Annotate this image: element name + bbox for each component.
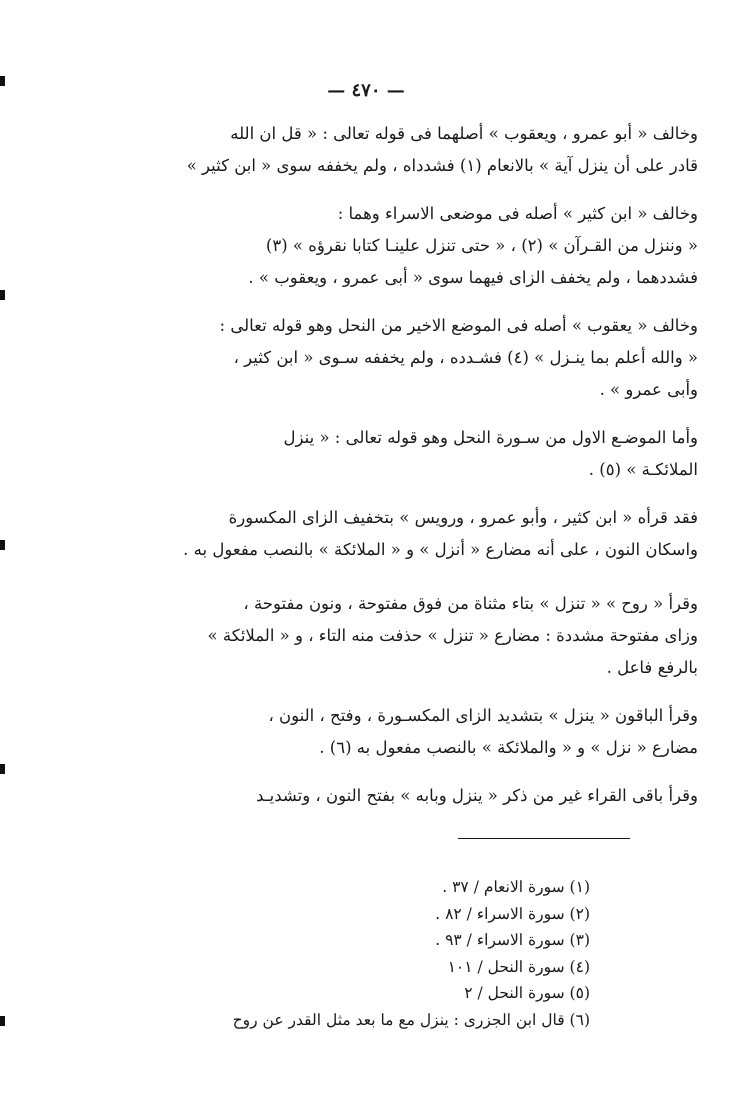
page-number: — ٤٧٠ — [327, 80, 405, 101]
paragraph [86, 700, 698, 764]
text-line: الملائكـة » (٥) . [588, 460, 698, 479]
footnote: (٣) سورة الاسراء / ٩٣ . [435, 931, 590, 949]
text-line: وقرأ « روح » « تنزل » بتاء مثناة من فوق مفتوحة ، ونون مفتوحة ، [243, 594, 698, 613]
text-line: وقرأ باقى القراء غير من ذكر « ينزل وبابه » بفتح النون ، وتشديـد [256, 786, 698, 805]
text-line: وقرأ الباقون « ينزل » بتشديد الزاى المكسـورة ، وفتح ، النون ، [268, 706, 698, 725]
footnote: (٥) سورة النحل / ٢ [464, 984, 590, 1002]
text-line: وخالف « ابن كثير » أصله فى موضعى الاسراء وهما : [337, 204, 698, 223]
text-line: « وننزل من القـرآن » (٢) ، « حتى تنزل علينـا كتابا نقرؤه » (٣) [265, 236, 698, 255]
text-line: مضارع « نزل » و « والملائكة » بالنصب مفعول به (٦) . [319, 738, 698, 757]
paragraph [86, 780, 698, 812]
text-line: وأما الموضـع الاول من سـورة النحل وهو قوله تعالى : « ينزل [283, 428, 698, 447]
paragraph [86, 588, 698, 684]
paragraph [86, 502, 698, 566]
text-line: فشددهما ، ولم يخفف الزاى فيهما سوى « أبى عمرو ، ويعقوب » . [248, 268, 698, 287]
body-text [86, 118, 698, 828]
text-line: واسكان النون ، على أنه مضارع « أنزل » و « الملائكة » بالنصب مفعول به . [183, 540, 698, 559]
footnotes [110, 874, 590, 1033]
footnote: (١) سورة الانعام / ٣٧ . [442, 878, 590, 896]
text-line: وزاى مفتوحة مشددة : مضارع « تنزل » حذفت منه التاء ، و « الملائكة » [207, 626, 698, 645]
text-line: « والله أعلم بما ينـزل » (٤) فشـدده ، ولم يخففه سـوى « ابن كثير ، [233, 348, 698, 367]
paragraph [86, 310, 698, 406]
text-line: قادر على أن ينزل آية » بالانعام (١) فشدداه ، ولم يخففه سوى « ابن كثير » [186, 156, 698, 175]
footnote-separator [458, 838, 630, 839]
text-line: فقد قرأه « ابن كثير ، وأبو عمرو ، ورويس » بتخفيف الزاى المكسورة [228, 508, 698, 527]
scan-margin-mark [0, 764, 5, 774]
footnote: (٤) سورة النحل / ١٠١ [447, 957, 590, 976]
text-line: وخالف « يعقوب » أصله فى الموضع الاخير من النحل وهو قوله تعالى : [219, 316, 698, 335]
paragraph [86, 422, 698, 486]
scan-margin-mark [0, 1016, 5, 1026]
text-line: وأبى عمرو » . [599, 380, 698, 399]
text-line: وخالف « أبو عمرو ، ويعقوب » أصلهما فى قوله تعالى : « قل ان الله [230, 124, 698, 143]
scan-margin-mark [0, 540, 5, 550]
footnote: (٦) قال ابن الجزرى : ينزل مع ما بعد مثل القدر عن روح [232, 1010, 590, 1029]
text-line: بالرفع فاعل . [606, 658, 698, 677]
paragraph [86, 118, 698, 182]
paragraph [86, 198, 698, 294]
footnote: (٢) سورة الاسراء / ٨٢ . [435, 904, 590, 923]
scan-margin-mark [0, 290, 5, 300]
